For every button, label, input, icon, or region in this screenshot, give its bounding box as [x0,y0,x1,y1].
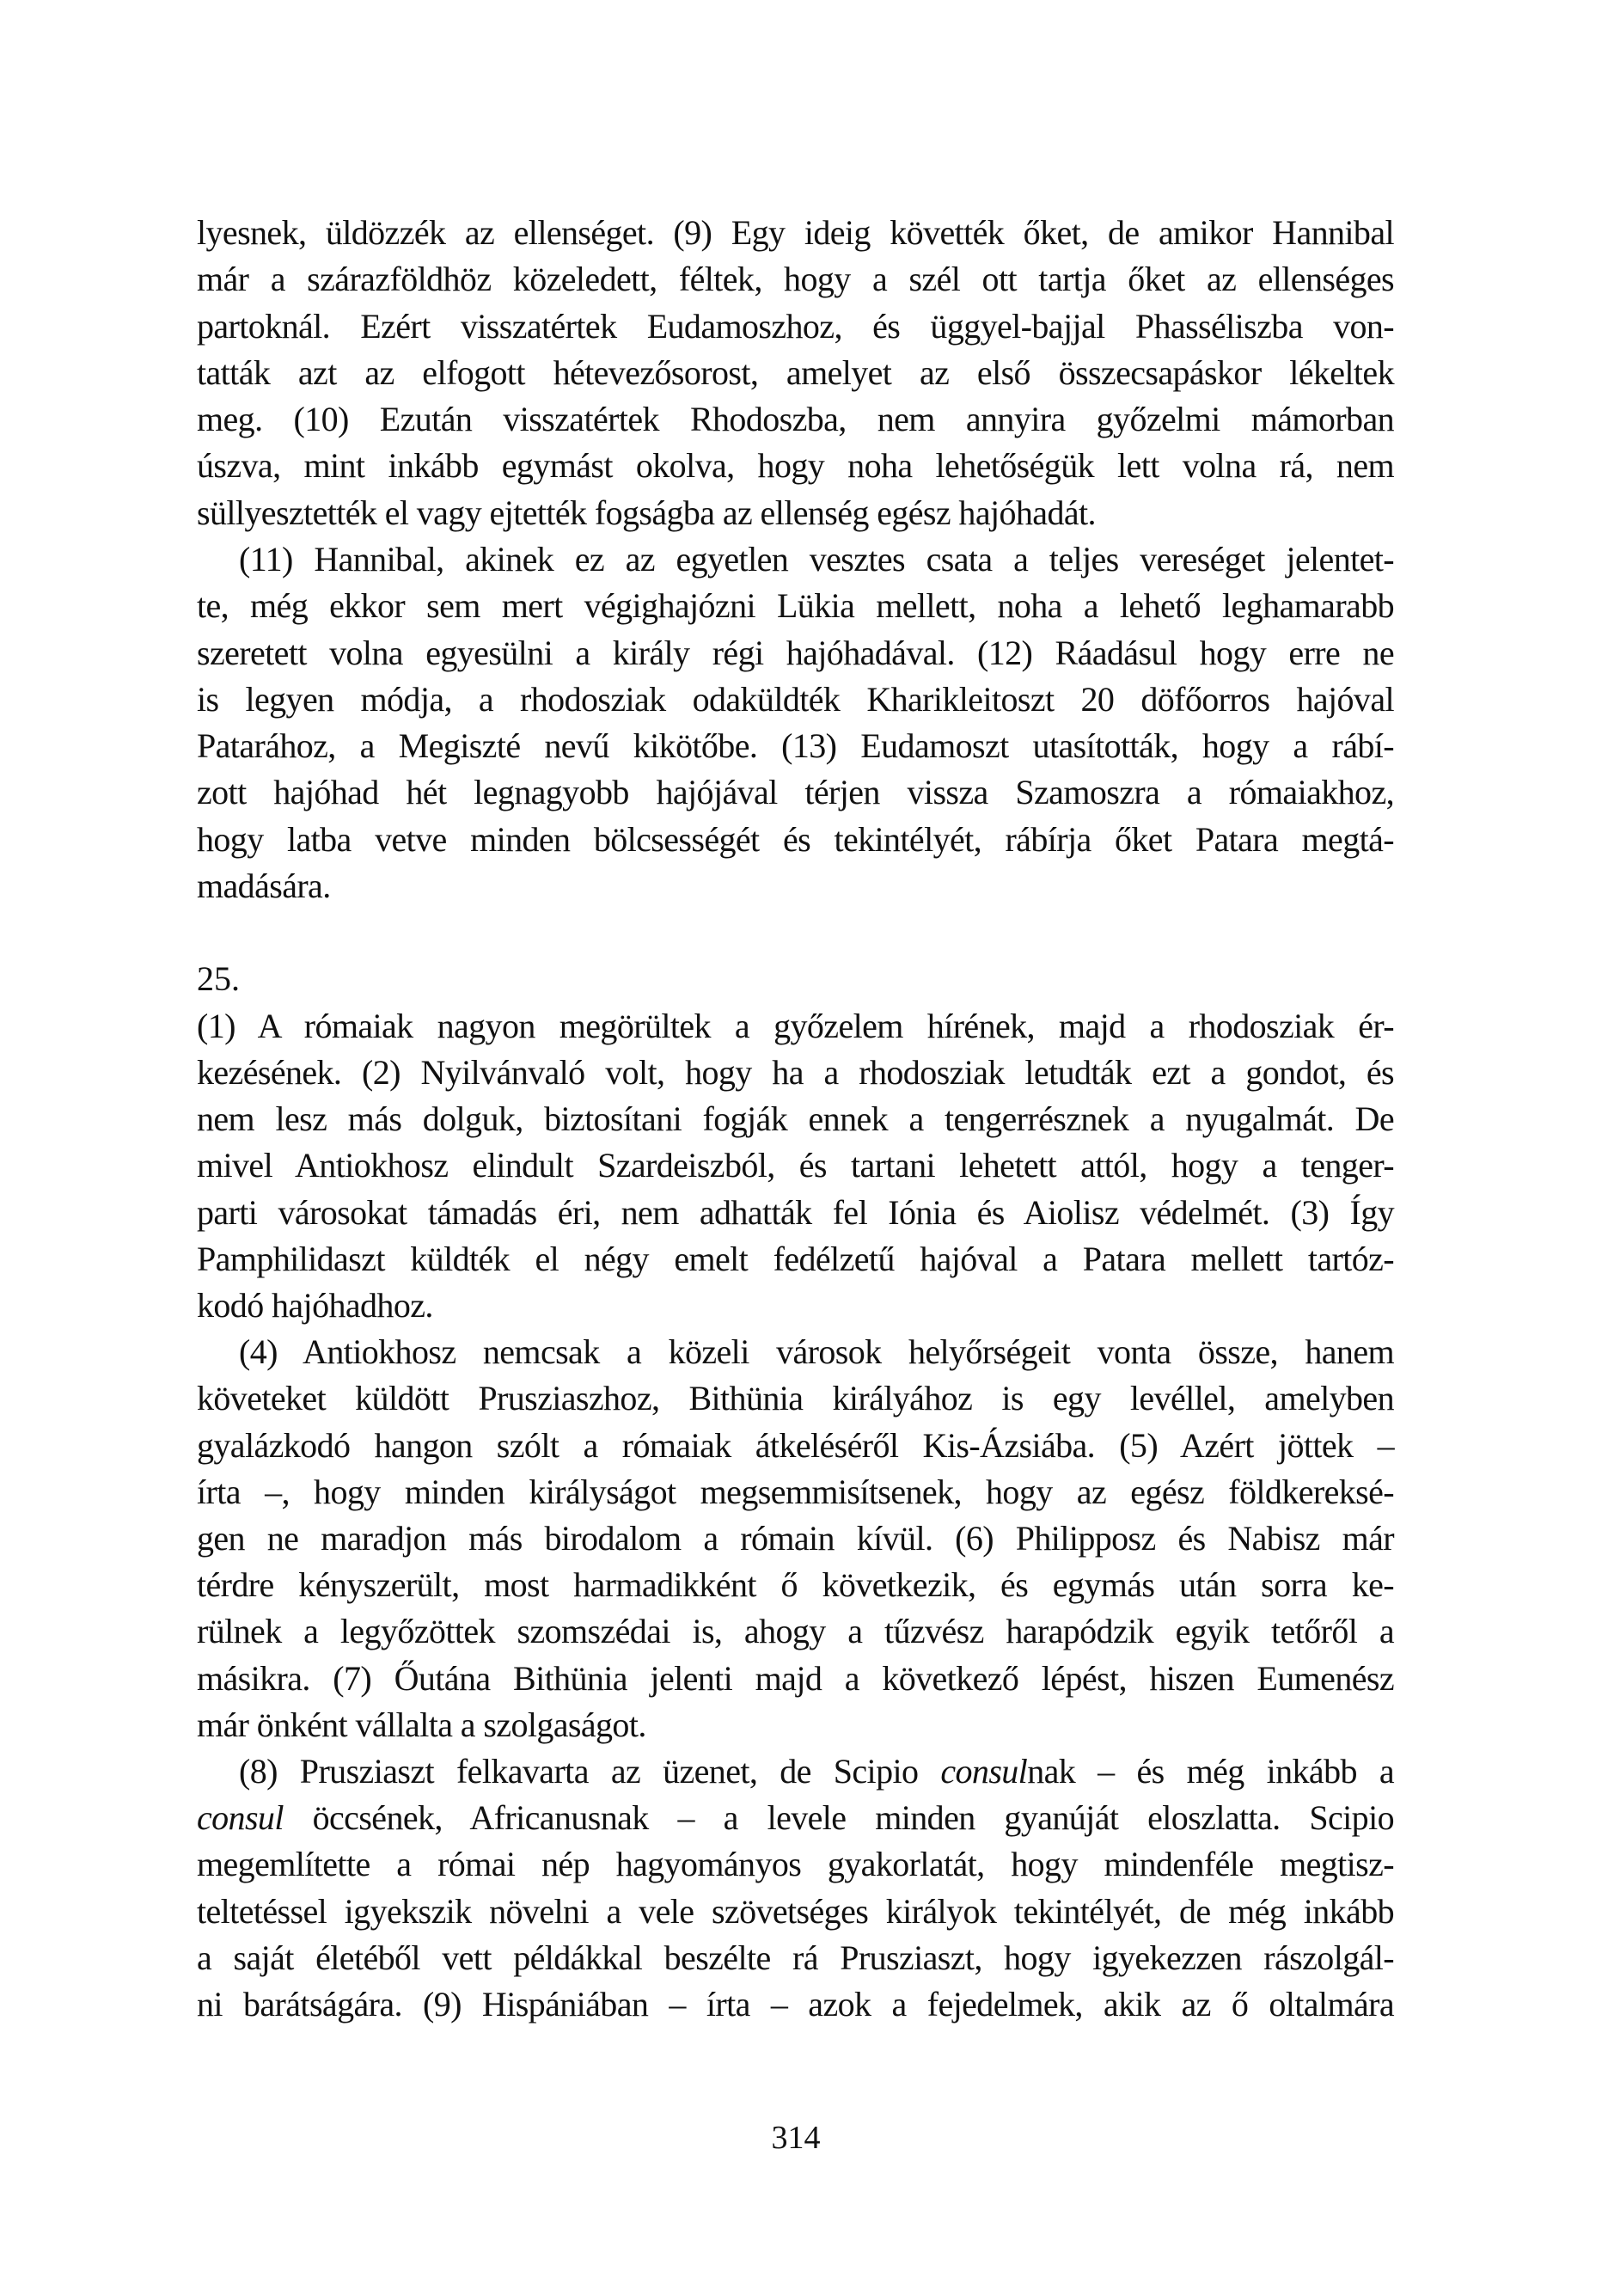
text-line: megemlítette a római nép hagyományos gyakorlatát, hogy mindenféle megtisz- [197,1845,1394,1883]
text-line: Pamphilidaszt küldték el négy emelt fedélzetű hajóval a Patara mellett tartóz- [197,1240,1394,1278]
text-line: süllyesztették el vagy ejtették fogságba az ellenség egész hajóhadát. [197,493,1096,532]
text-line: kodó hajóhadhoz. [197,1286,433,1325]
text-line: már önként vállalta a szolgaságot. [197,1705,646,1744]
text-line [239,1748,1394,1795]
text-line: lyesnek, üldözzék az ellenséget. (9) Egy ideig követték őket, de amikor Hannibal [197,213,1394,252]
text-line: te, még ekkor sem mert végighajózni Lükia mellett, noha a lehető leghamarabb [197,586,1394,625]
italic-term: consul [940,1752,1028,1791]
text-line: Patarához, a Megiszté nevű kikötőbe. (13) Eudamoszt utasították, hogy a rábí- [197,726,1394,765]
text-line: parti városokat támadás éri, nem adhatták fel Iónia és Aiolisz védelmét. (3) Így [197,1193,1394,1232]
text-line: a saját életéből vett példákkal beszélte rá Prusziaszt, hogy igyekezzen rászolgál- [197,1938,1394,1977]
text-line: madására. [197,866,331,905]
text-line: úszva, mint inkább egymást okolva, hogy noha lehetőségük lett volna rá, nem [197,446,1394,485]
text-line: kezésének. (2) Nyilvánvaló volt, hogy ha a rhodosziak letudták ezt a gondot, és [197,1053,1394,1092]
text-run: öccsének, Africanusnak – a levele minden gyanúját eloszlatta. Scipio [283,1798,1394,1837]
text-line: hogy latba vetve minden bölcsességét és tekintélyét, rábírja őket Patara megtá- [197,820,1394,859]
text-line: partoknál. Ezért visszatértek Eudamoszhoz, és üggyel-bajjal Phasséliszba von- [197,307,1394,346]
text-line: gen ne maradjon más birodalom a rómain kívül. (6) Philipposz és Nabisz már [197,1519,1394,1558]
text-line: tatták azt az elfogott hétevezősorost, amelyet az első összecsapáskor lékeltek [197,353,1394,392]
text-line: ni barátságára. (9) Hispániában – írta – azok a fejedelmek, akik az ő oltalmára [197,1985,1394,2024]
text-line: rülnek a legyőzöttek szomszédai is, ahogy a tűzvész harapódzik egyik tetőről a [197,1612,1394,1650]
text-line: (1) A rómaiak nagyon megörültek a győzelem hírének, majd a rhodosziak ér- [197,1007,1394,1045]
text-line: mivel Antiokhosz elindult Szardeiszból, és tartani lehetett attól, hogy a tenger- [197,1146,1394,1185]
page-number-text: 314 [771,2120,821,2156]
text-line [197,1795,1394,1841]
text-line: teltetéssel igyekszik növelni a vele szövetséges királyok tekintélyét, de még inkább [197,1892,1394,1931]
text-line: nem lesz más dolguk, biztosítani fogják ennek a tengerrésznek a nyugalmát. De [197,1099,1394,1138]
section-heading: 25. [197,959,240,998]
italic-term: consul [197,1798,284,1837]
text-line: meg. (10) Ezután visszatértek Rhodoszba, nem annyira győzelmi mámorban [197,400,1394,438]
text-run: nak – és még inkább a [1027,1752,1395,1791]
page-number [0,2115,1602,2161]
text-line: már a szárazföldhöz közeledett, féltek, hogy a szél ott tartja őket az ellenséges [197,260,1394,298]
text-line: térdre kényszerült, most harmadikként ő következik, és egymás után sorra ke- [197,1565,1394,1604]
text-line: (4) Antiokhosz nemcsak a közeli városok helyőrségeit vonta össze, hanem [239,1332,1394,1371]
text-run: (8) Prusziaszt felkavarta az üzenet, de Scipio [239,1752,941,1791]
text-line: szeretett volna egyesülni a király régi hajóhadával. (12) Ráadásul hogy erre ne [197,634,1394,672]
text-line: gyalázkodó hangon szólt a rómaiak átkeléséről Kis-Ázsiába. (5) Azért jöttek – [197,1426,1394,1465]
text-line: írta –, hogy minden királyságot megsemmisítsenek, hogy az egész földkereksé- [197,1473,1394,1511]
text-line: másikra. (7) Őutána Bithünia jelenti majd a következő lépést, hiszen Eumenész [197,1659,1394,1698]
text-line: követeket küldött Prusziaszhoz, Bithünia királyához is egy levéllel, amelyben [197,1379,1394,1417]
text-line: is legyen módja, a rhodosziak odaküldték Kharikleitoszt 20 döfőorros hajóval [197,680,1394,719]
text-line: (11) Hannibal, akinek ez az egyetlen vesztes csata a teljes vereséget jelentet- [239,540,1394,579]
text-line: zott hajóhad hét legnagyobb hajójával térjen vissza Szamoszra a rómaiakhoz, [197,773,1394,811]
